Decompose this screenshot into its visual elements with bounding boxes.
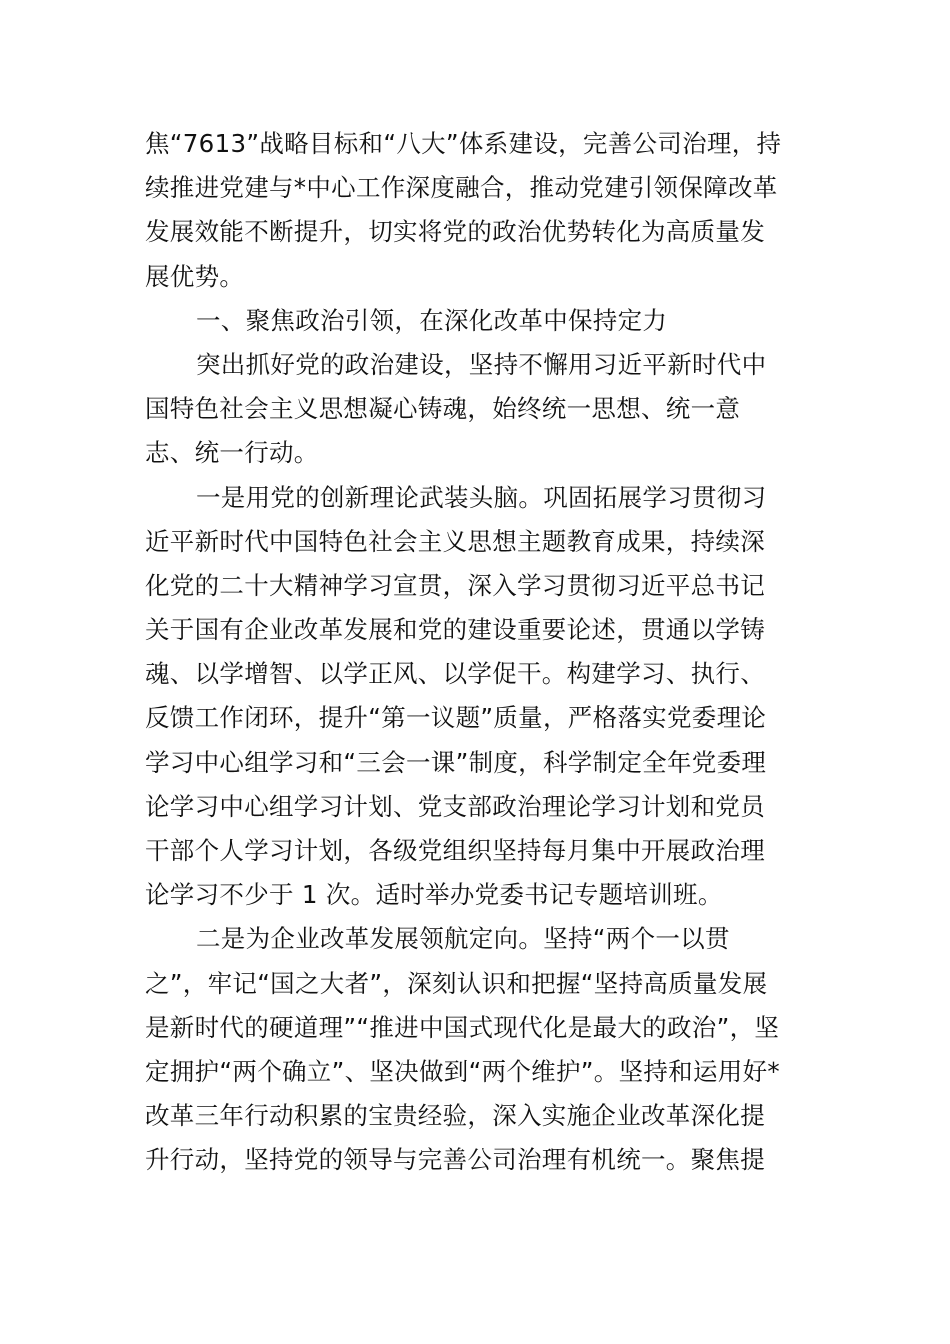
text-line-16: 论学习中心组学习计划、党支部政治理论学习计划和党员	[145, 791, 765, 821]
text-line-3: 发展效能不断提升，切实将党的政治优势转化为高质量发	[145, 217, 765, 247]
text-line-18: 论学习不少于 1 次。适时举办党委书记专题培训班。	[145, 880, 723, 910]
section-heading: 一、聚焦政治引领，在深化改革中保持定力	[196, 305, 668, 335]
text-line-4: 展优势。	[145, 261, 245, 291]
text-line-13: 魂、以学增智、以学正风、以学促干。构建学习、执行、	[145, 659, 765, 689]
text-line-21: 是新时代的硬道理”“推进中国式现代化是最大的政治”，坚	[145, 1012, 780, 1042]
text-line-24: 升行动，坚持党的领导与完善公司治理有机统一。聚焦提	[145, 1145, 765, 1175]
text-line-1: 焦“7613”战略目标和“八大”体系建设，完善公司治理，持	[145, 129, 782, 158]
text-line-7: 国特色社会主义思想凝心铸魂，始终统一思想、统一意	[145, 394, 741, 424]
text-line-20: 之”，牢记“国之大者”，深刻认识和把握“坚持高质量发展	[145, 968, 768, 998]
text-line-8: 志、统一行动。	[145, 438, 319, 468]
text-line-11: 化党的二十大精神学习宣贯，深入学习贯彻习近平总书记	[145, 570, 765, 600]
text-line-17: 干部个人学习计划，各级党组织坚持每月集中开展政治理	[145, 836, 765, 865]
text-line-23: 改革三年行动积累的宝贵经验，深入实施企业改革深化提	[145, 1101, 765, 1131]
text-line-15: 学习中心组学习和“三会一课”制度，科学制定全年党委理	[145, 747, 767, 777]
text-line-19: 二是为企业改革发展领航定向。坚持“两个一以贯	[196, 924, 730, 954]
text-line-10: 近平新时代中国特色社会主义思想主题教育成果，持续深	[145, 526, 765, 556]
text-line-22: 定拥护“两个确立”、坚决做到“两个维护”。坚持和运用好*	[145, 1056, 780, 1086]
text-line-14: 反馈工作闭环，提升“第一议题”质量，严格落实党委理论	[145, 703, 767, 733]
document-body	[145, 122, 810, 1183]
text-line-6: 突出抓好党的政治建设，坚持不懈用习近平新时代中	[196, 349, 767, 379]
text-line-9: 一是用党的创新理论武装头脑。巩固拓展学习贯彻习	[196, 482, 767, 512]
text-line-2: 续推进党建与*中心工作深度融合，推动党建引领保障改革	[145, 173, 778, 203]
text-line-12: 关于国有企业改革发展和党的建设重要论述，贯通以学铸	[145, 615, 765, 645]
